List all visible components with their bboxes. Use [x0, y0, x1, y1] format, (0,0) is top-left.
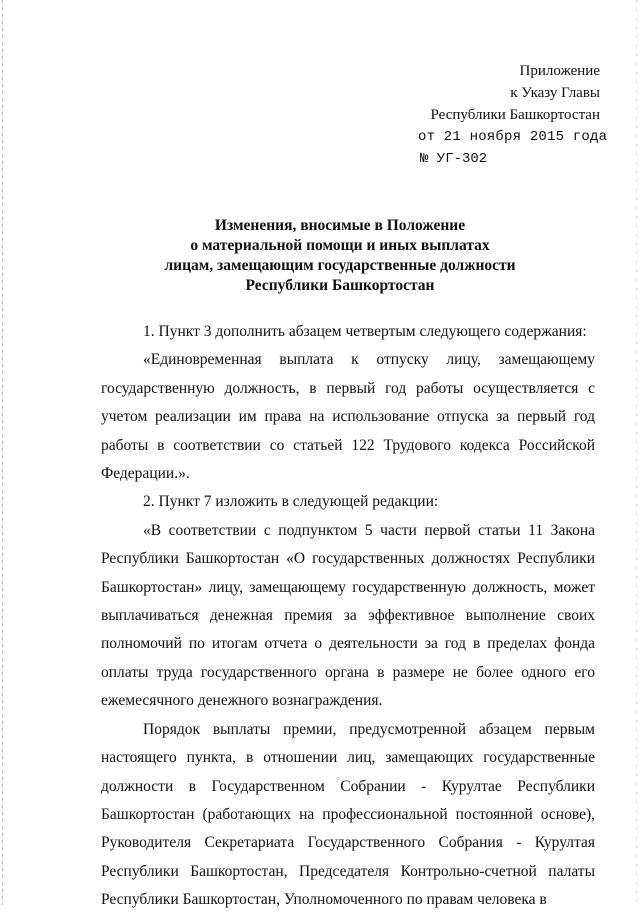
paragraph-item-2-text: «В соответствии с подпунктом 5 части первой статьи 11 Закона Республики Башкортостан «О государственных должностях Республики Башкортостан» лицу, замещающему государственную должность, может выплачиваться денежная премия за эффективное выполнение своих полномочий по итогам отчета о деятельности за год в пределах фонда оплаты труда государственного органа в размере не более одного его ежемесячного денежного вознаграждения.: [101, 521, 595, 710]
annex-date: от 21 ноября 2015 года: [418, 129, 608, 145]
scan-edge-left: [2, 0, 3, 905]
paragraph-item-2: 2. Пункт 7 изложить в следующей редакции:: [143, 493, 439, 511]
annex-reference: к Указу Главы: [510, 85, 600, 101]
annex-header: [410, 60, 608, 170]
annex-republic: Республики Башкортостан: [430, 107, 600, 123]
annex-label: Приложение: [519, 63, 600, 79]
title-line-1: Изменения, вносимые в Положение: [214, 217, 466, 234]
title-line-3: лицам, замещающим государственные должности: [164, 257, 516, 274]
paragraph-item-1-text: «Единовременная выплата к отпуску лицу, замещающему государственную должность, в первый год работы осуществляется с учетом реализации им права на использование отпуска за первый год работы в соответствии со статьей 122 Трудового кодекса Российской Федерации.».: [101, 351, 595, 483]
annex-number: № УГ-302: [420, 151, 488, 167]
paragraph-item-1: 1. Пункт 3 дополнить абзацем четвертым следующего содержания:: [143, 323, 587, 340]
title-line-4: Республики Башкортостан: [245, 277, 435, 294]
paragraph-item-2-order: Порядок выплаты премии, предусмотренной абзацем первым настоящего пункта, в отношении лиц, замещающих государственные должности в Государственном Собрании - Курултае Республики Башкортостан (работающих на профессиональной постоянной основе), Руководителя Секретариата Государственного Собрания - Курултая Республики Башкортостан, Председателя Контрольно-счетной палаты Республики Башкортостан, Уполномоченного по правам человека в: [101, 720, 595, 909]
document-title: [100, 216, 580, 296]
document-body: [101, 318, 595, 915]
title-line-2: о материальной помощи и иных выплатах: [190, 237, 490, 254]
scan-edge-right: [636, 0, 637, 905]
